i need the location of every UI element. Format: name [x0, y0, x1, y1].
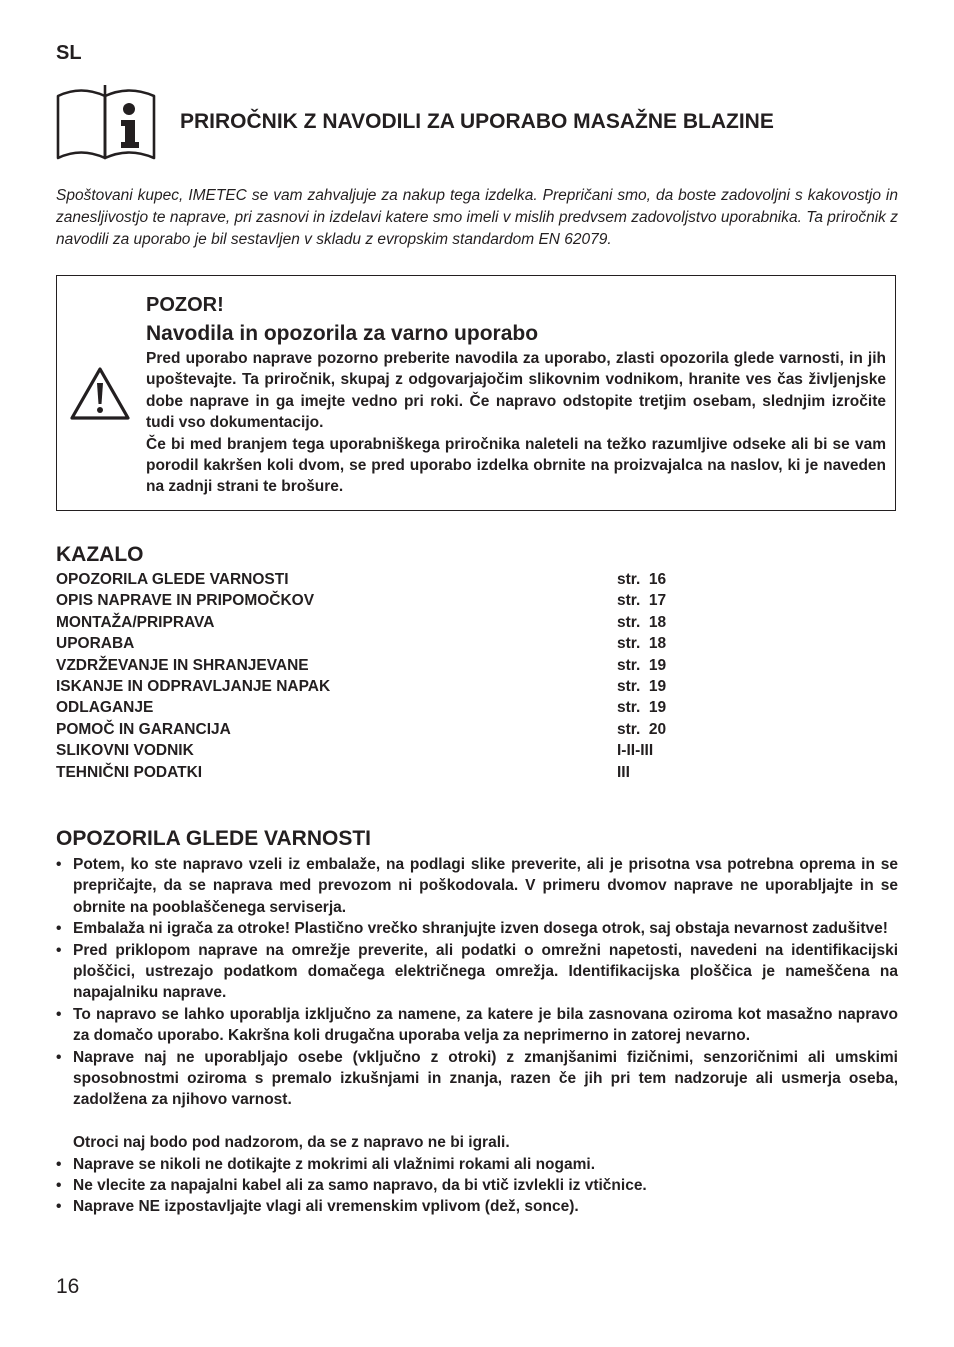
toc-page: str. 18 — [617, 613, 667, 631]
warning-paragraph: Če bi med branjem tega uporabniškega priročnika naleteli na težko razumljive odseke ali bi se vam porodil kakršen koli dvom, se pred uporabo izdelka obrnite na proizvajalca na naslov, ki je naveden na zadnji strani te brošure. — [146, 435, 886, 496]
toc-row — [56, 697, 736, 718]
bullet-icon: • — [56, 1005, 62, 1023]
toc-row — [56, 676, 736, 697]
toc-page: str. 18 — [617, 635, 667, 653]
toc-row — [56, 655, 736, 676]
safety-item-text: Ne vlecite za napajalni kabel ali za samo napravo, da bi vtič izvlekli iz vtičnice. — [73, 1177, 647, 1195]
safety-list-item — [56, 1047, 898, 1111]
bullet-icon: • — [56, 1177, 62, 1195]
toc-page: str. 19 — [617, 699, 667, 717]
warning-paragraph: Pred uporabo naprave pozorno preberite navodila za uporabo, zlasti opozorila glede varnosti, in jih upoštevajte. Ta priročnik, skupaj z odgovarjajočim slikovnim vodnikom, hranite ves čas življenjske dobe naprave in ga imejte vedno pri roki. Če napravo odstopite tretjim osebam, slednjim izročite tudi vso dokumentacijo. — [146, 350, 886, 432]
spacer — [56, 1111, 898, 1132]
safety-list-item — [56, 1175, 898, 1196]
toc-row — [56, 740, 736, 761]
document-title: PRIROČNIK Z NAVODILI ZA UPORABO MASAŽNE BLAZINE — [180, 110, 774, 133]
warning-box — [56, 275, 896, 511]
bullet-icon: • — [56, 941, 62, 959]
toc-page: I-II-III — [617, 742, 654, 760]
safety-item-text: Embalaža ni igrača za otroke! Plastično vrečko shranjujte izven dosega otrok, saj obstaja nevarnost zadušitve! — [73, 920, 888, 938]
safety-list-item — [56, 918, 898, 939]
safety-item-text: Naprave NE izpostavljajte vlagi ali vremenskim vplivom (dež, sonce). — [73, 1198, 579, 1216]
bullet-icon: • — [56, 1198, 62, 1216]
toc-label: OPOZORILA GLEDE VARNOSTI — [56, 571, 289, 588]
warning-triangle-icon — [69, 366, 131, 422]
toc-label: POMOČ IN GARANCIJA — [56, 720, 231, 738]
safety-item-text: Naprave naj ne uporabljajo osebe (vključno z otroki) z zmanjšanimi fizičnimi, senzoričnimi ali umskimi sposobnostmi oziroma s premalo izkušnjami in znanja, razen če jih pri tem nadzoruje ali usmerja oseba, zadolžena za njihovo varnost. — [73, 1048, 898, 1109]
toc-label: TEHNIČNI PODATKI — [56, 763, 203, 781]
safety-section-title: OPOZORILA GLEDE VARNOSTI — [56, 827, 372, 850]
safety-list-item — [56, 1154, 898, 1175]
toc-row — [56, 590, 736, 611]
safety-list — [56, 854, 898, 1218]
language-code: SL — [56, 42, 82, 64]
page-number: 16 — [56, 1275, 80, 1298]
toc-page: III — [617, 763, 630, 781]
toc-page: str. 16 — [617, 571, 667, 588]
table-of-contents — [56, 569, 736, 783]
safety-note: Otroci naj bodo pod nadzorom, da se z napravo ne bi igrali. — [73, 1134, 510, 1152]
safety-item-text: Pred priklopom naprave na omrežje preverite, ali podatki o omrežni napetosti, navedeni na identifikacijski ploščici, ustrezajo podatkom domačega električnega omrežja. Identifikacijska ploščica je nameščena na napajalniku naprave. — [73, 941, 898, 1002]
toc-label: UPORABA — [56, 635, 135, 653]
toc-row — [56, 569, 736, 590]
toc-label: OPIS NAPRAVE IN PRIPOMOČKOV — [56, 592, 315, 610]
toc-row — [56, 719, 736, 740]
toc-page: str. 19 — [617, 677, 667, 695]
toc-label: VZDRŽEVANJE IN SHRANJEVANE — [56, 656, 309, 674]
toc-page: str. 20 — [617, 720, 667, 738]
info-manual-icon — [55, 82, 157, 160]
toc-page: str. 19 — [617, 656, 667, 674]
safety-list-item — [56, 940, 898, 1004]
toc-title: KAZALO — [56, 543, 144, 566]
toc-label: MONTAŽA/PRIPRAVA — [56, 613, 215, 631]
intro-paragraph: Spoštovani kupec, IMETEC se vam zahvaljuje za nakup tega izdelka. Prepričani smo, da boste zadovoljni s kakovostjo in zanesljivostjo te naprave, pri zasnovi in izdelavi katere smo imeli v mislih predvsem zadovoljstvo uporabnika. Ta priročnik z navodili za uporabo je bil sestavljen v skladu z evropskim standardom EN 62079. — [56, 187, 898, 248]
warning-heading: POZOR! — [146, 294, 224, 316]
bullet-icon: • — [56, 1155, 62, 1173]
toc-page: str. 17 — [617, 592, 667, 610]
toc-row — [56, 633, 736, 654]
toc-row — [56, 762, 736, 783]
safety-item-text: Naprave se nikoli ne dotikajte z mokrimi ali vlažnimi rokami ali nogami. — [73, 1155, 596, 1173]
toc-row — [56, 612, 736, 633]
safety-item-text: To napravo se lahko uporablja izključno za namene, za katere je bila zasnovana oziroma kot masažno napravo za domačo uporabo. Kakršna koli drugačna uporaba velja za neprimerno in zatorej nevarno. — [73, 1005, 898, 1045]
safety-list-item — [56, 1004, 898, 1047]
bullet-icon: • — [56, 1048, 62, 1066]
warning-subheading: Navodila in opozorila za varno uporabo — [146, 322, 539, 345]
safety-list-item — [56, 1196, 898, 1217]
safety-list-item — [56, 854, 898, 918]
toc-label: ISKANJE IN ODPRAVLJANJE NAPAK — [56, 677, 331, 695]
safety-item-text: Potem, ko ste napravo vzeli iz embalaže, na podlagi slike preverite, ali je prisotna vsa potrebna oprema in se prepričajte, da se naprava med prevozom ni poškodovala. V primeru dvomov naprave ne uporabljajte in se obrnite na pooblaščenega serviserja. — [73, 856, 898, 916]
toc-label: SLIKOVNI VODNIK — [56, 742, 194, 760]
warning-text — [146, 348, 886, 498]
bullet-icon: • — [56, 920, 62, 938]
bullet-icon: • — [56, 856, 62, 873]
toc-label: ODLAGANJE — [56, 699, 154, 717]
